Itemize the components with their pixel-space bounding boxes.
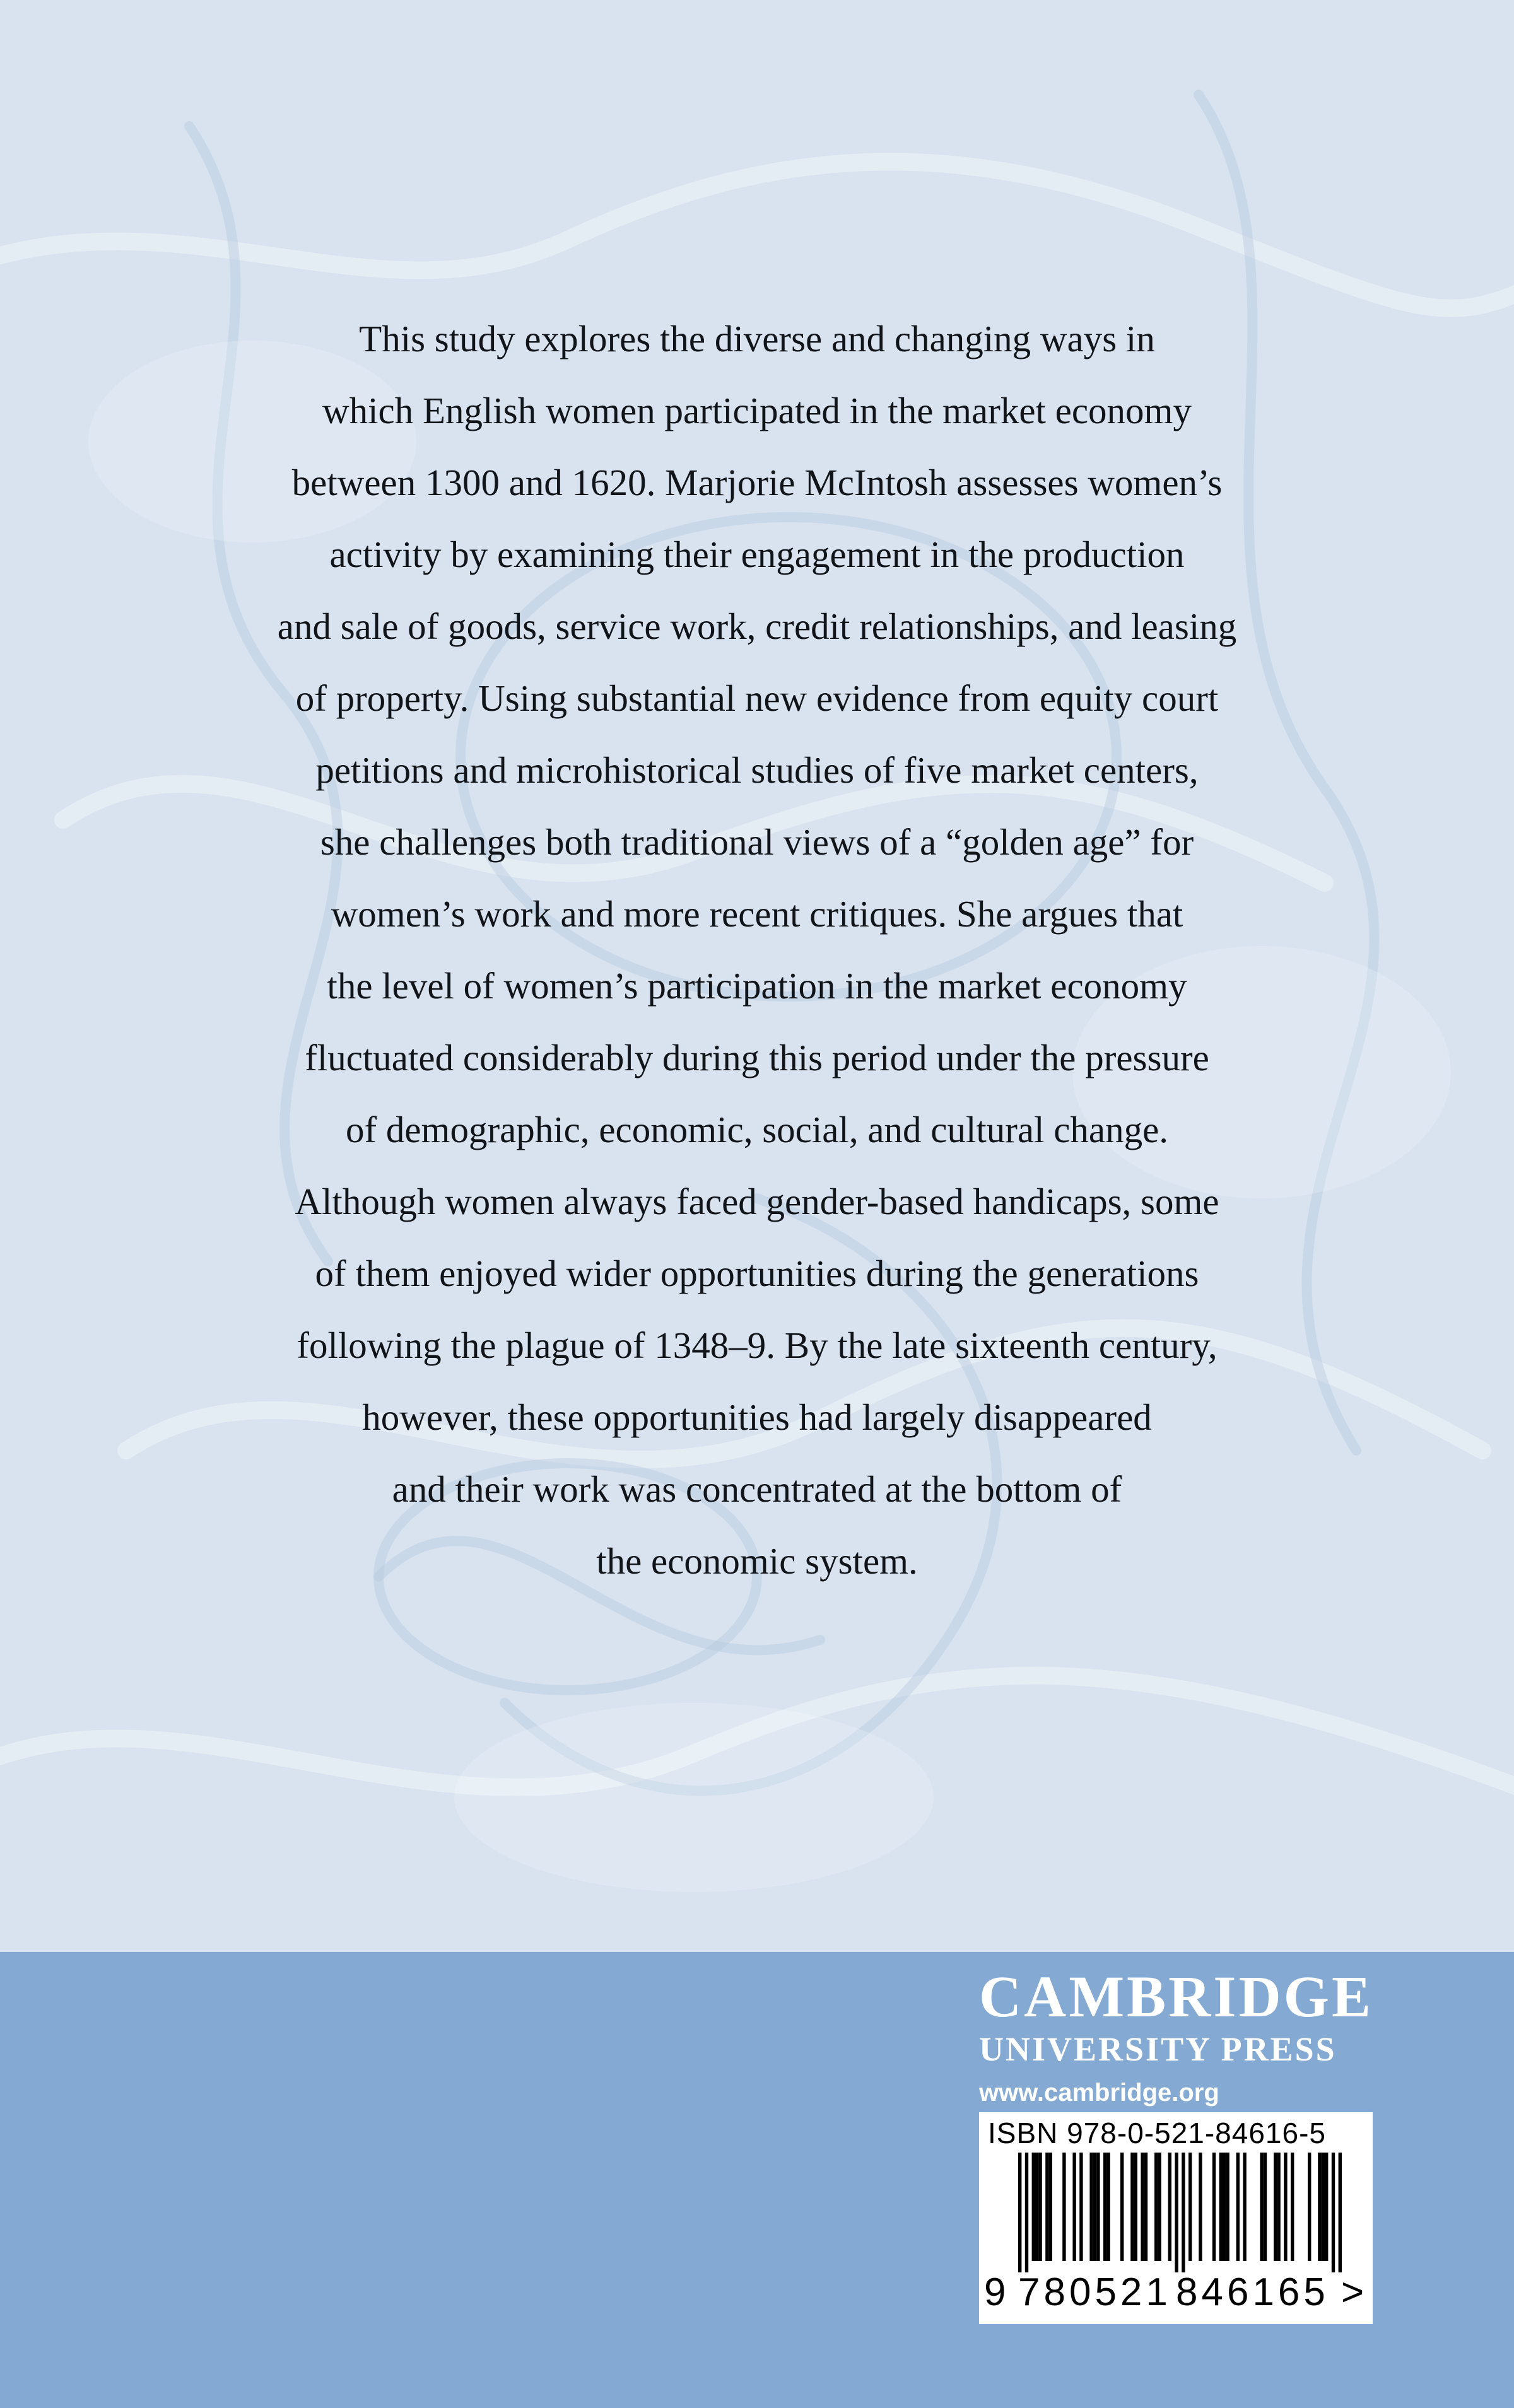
barcode-bar [1318, 2153, 1321, 2261]
description-line: This study explores the diverse and changing ways in [359, 318, 1155, 359]
barcode-bar [1141, 2153, 1144, 2261]
description-line: she challenges both traditional views of a “golden age” for [320, 821, 1194, 863]
barcode-bar [1226, 2153, 1229, 2261]
description-line: of them enjoyed wider opportunities during the generations [315, 1253, 1199, 1294]
barcode-bar [1134, 2153, 1137, 2261]
barcode-bar [1274, 2153, 1277, 2261]
barcode-bar [1168, 2153, 1171, 2261]
ean-left-group: 780521 [1018, 2271, 1171, 2314]
barcode-bar [1277, 2153, 1280, 2261]
barcode-bar [1038, 2153, 1042, 2261]
book-description [252, 303, 1262, 1597]
description-line: of demographic, economic, social, and cultural change. [345, 1109, 1169, 1150]
barcode-bar [1062, 2153, 1065, 2261]
barcode-bar [1322, 2153, 1325, 2261]
ean-quiet-zone-marker: > [1341, 2271, 1364, 2314]
barcode-bar [1212, 2153, 1216, 2261]
barcode-guard-bar [1182, 2153, 1185, 2272]
barcode-bar [1103, 2153, 1106, 2261]
barcode-bar [1089, 2153, 1093, 2261]
barcode-bar [1120, 2153, 1124, 2261]
barcode-bar [1284, 2153, 1287, 2261]
barcode-bar [1308, 2153, 1311, 2261]
description-line: the economic system. [596, 1540, 918, 1582]
isbn-barcode [979, 2112, 1373, 2324]
barcode-bar [1188, 2153, 1192, 2261]
barcode-bar [1049, 2153, 1052, 2261]
barcode-bar [1260, 2153, 1263, 2261]
ean-first-digit: 9 [984, 2271, 1006, 2314]
ean-right-group: 846165 [1176, 2271, 1329, 2314]
barcode-bar [1243, 2153, 1246, 2261]
description-line: and their work was concentrated at the bottom of [392, 1468, 1122, 1510]
barcode-bar [1072, 2153, 1076, 2261]
barcode-bar [1045, 2153, 1048, 2261]
barcode-guard-bar [1175, 2153, 1178, 2272]
barcode-bar [1032, 2153, 1035, 2261]
barcode-bar [1144, 2153, 1147, 2261]
barcode-bar [1096, 2153, 1100, 2261]
description-line: fluctuated considerably during this period under the pressure [305, 1037, 1209, 1078]
barcode-bars [985, 2153, 1366, 2272]
publisher-name: CAMBRIDGE [979, 1965, 1374, 2030]
description-line: and sale of goods, service work, credit relationships, and leasing [277, 605, 1237, 647]
barcode-bar [1291, 2153, 1294, 2261]
publisher-block [979, 1967, 1383, 2112]
description-line: the level of women’s participation in the market economy [327, 965, 1187, 1007]
description-line: of property. Using substantial new evidence from equity court [295, 677, 1219, 719]
barcode-bar [1264, 2153, 1267, 2261]
description-line: however, these opportunities had largely disappeared [362, 1396, 1152, 1438]
barcode-bar [1199, 2153, 1202, 2261]
barcode-bar [1236, 2153, 1240, 2261]
barcode-bar [1130, 2153, 1134, 2261]
barcode-bar [1158, 2153, 1161, 2261]
barcode-bar [1106, 2153, 1110, 2261]
ean-digits [979, 2267, 1373, 2318]
publisher-url[interactable]: www.cambridge.org [979, 2079, 1219, 2107]
barcode-bar [1219, 2153, 1223, 2261]
publisher-subname: UNIVERSITY PRESS [979, 2030, 1337, 2068]
barcode-bar [1093, 2153, 1096, 2261]
barcode-bar [1325, 2153, 1328, 2261]
description-line: between 1300 and 1620. Marjorie McIntosh assesses women’s [291, 462, 1223, 503]
barcode-bar [1223, 2153, 1226, 2261]
barcode-guard-bar [1025, 2153, 1028, 2272]
barcode-guard-bar [1018, 2153, 1021, 2272]
description-line: women’s work and more recent critiques. She argues that [331, 893, 1183, 935]
isbn-text: ISBN 978-0-521-84616-5 [988, 2117, 1326, 2149]
barcode-bar [1035, 2153, 1038, 2261]
description-line: petitions and microhistorical studies of five market centers, [315, 749, 1199, 791]
description-line: which English women participated in the market economy [322, 390, 1192, 431]
description-line: activity by examining their engagement in the production [329, 534, 1185, 575]
barcode-bar [1154, 2153, 1158, 2261]
barcode-bar [1079, 2153, 1083, 2261]
barcode-guard-bar [1332, 2153, 1335, 2272]
barcode-guard-bar [1339, 2153, 1342, 2272]
description-line: following the plague of 1348–9. By the late sixteenth century, [296, 1324, 1218, 1366]
description-line: Although women always faced gender-based handicaps, some [295, 1181, 1219, 1222]
